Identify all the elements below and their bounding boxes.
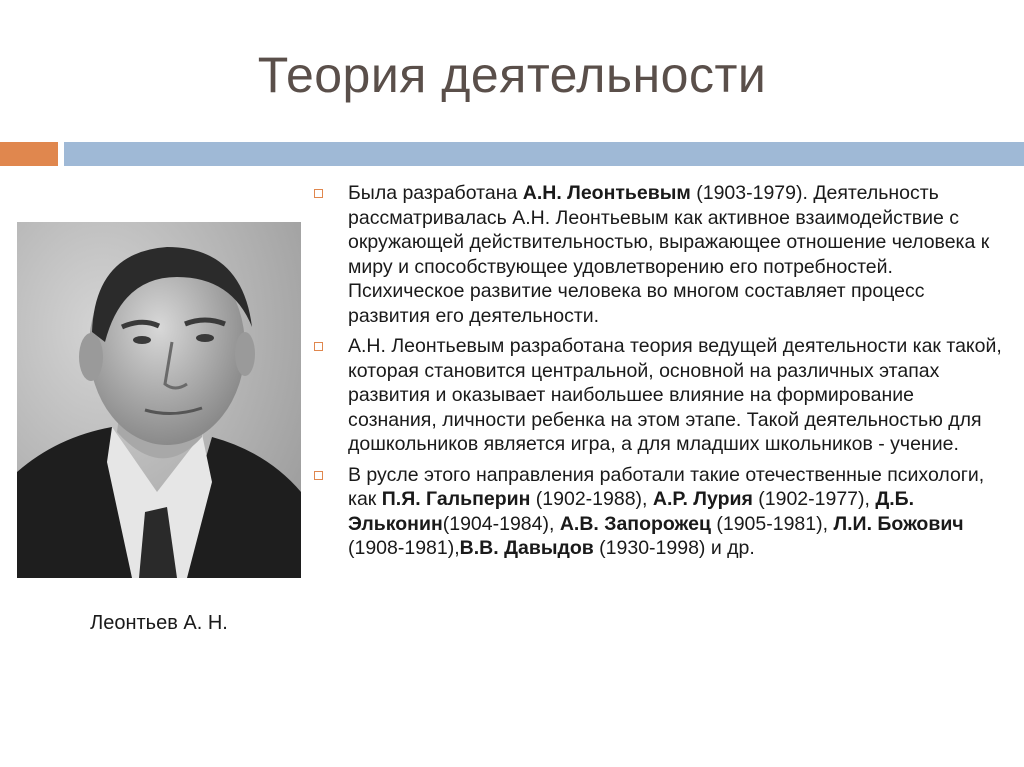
bullet-item <box>312 334 1002 457</box>
bold-name-run: В.В. Давыдов <box>459 537 594 559</box>
portrait-photo <box>17 222 301 578</box>
bullet-item <box>312 181 1002 328</box>
square-bullet-icon <box>314 189 323 198</box>
text-run: (1903-1979). Деятельность рассматривалась А.Н. Леонтьевым как активное взаимодействие с окружающей действительностью, выражающее отношение человека к миру и способствующее удовлетворению его потребностей. Психическое развитие человека во многом составляет процесс развития его деятельности. <box>348 182 990 327</box>
square-bullet-icon <box>314 471 323 480</box>
bullet-list <box>312 181 1002 567</box>
bold-name-run: А.Н. Леонтьевым <box>522 182 691 204</box>
text-run: А.Н. Леонтьевым разработана теория ведущей деятельности как такой, которая становится центральной, основной на различных этапах развития и оказывает наибольшее влияние на формирование сознания, личности ребенка на этом этапе. Такой деятельностью для дошкольников является игра, а для младших школьников - учение. <box>348 335 1002 455</box>
photo-caption: Леонтьев А. Н. <box>90 612 228 634</box>
blue-accent-bar <box>64 142 1024 166</box>
text-run: (1908-1981), <box>348 537 460 559</box>
bullet-text <box>348 464 984 560</box>
bold-name-run: Л.И. Божович <box>833 512 964 535</box>
square-bullet-icon <box>314 342 323 351</box>
orange-accent-bar <box>0 142 58 166</box>
text-run: (1905-1981), <box>710 512 834 535</box>
bullet-text <box>348 182 989 327</box>
text-run: В русле этого направления работали такие отечественные психологи, как <box>348 463 985 510</box>
text-run: (1904-1984), <box>442 512 560 535</box>
text-run: Была разработана <box>348 182 523 204</box>
text-run: (1902-1988), <box>530 488 653 510</box>
bold-name-run: А.Р. Лурия <box>652 488 753 510</box>
slide-title: Теория деятельности <box>257 47 767 103</box>
text-run: (1930-1998) и др. <box>593 537 755 559</box>
text-run: (1902-1977), <box>752 488 876 510</box>
bold-name-run: П.Я. Гальперин <box>381 488 531 510</box>
bullet-item <box>312 463 1002 561</box>
bullet-text <box>348 335 1002 455</box>
bold-name-run: А.В. Запорожец <box>559 512 711 535</box>
bold-name-run: Д.Б. Эльконин <box>348 488 915 535</box>
